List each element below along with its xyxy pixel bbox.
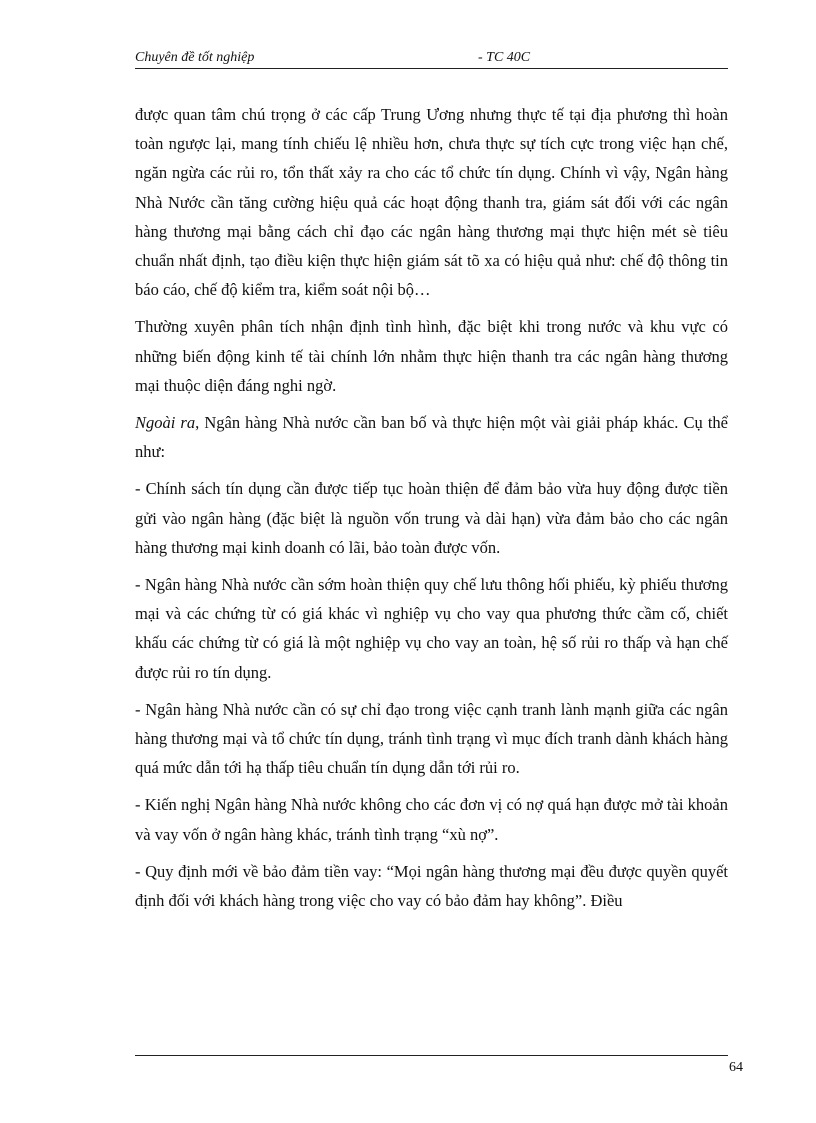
paragraph-4	[135, 474, 728, 562]
paragraph-2	[135, 312, 728, 400]
paragraph-2-text: Thường xuyên phân tích nhận định tình hình, đặc biệt khi trong nước và khu vực có những biến động kinh tế tài chính lớn nhằm thực hiện thanh tra các ngân hàng thương mại thuộc diện đáng nghi ngờ.	[135, 317, 728, 395]
paragraph-3-text: , Ngân hàng Nhà nước cần ban bố và thực hiện một vài giải pháp khác. Cụ thể như:	[135, 413, 728, 462]
paragraph-7	[135, 790, 728, 848]
paragraph-1	[135, 100, 728, 304]
page-header	[135, 48, 728, 69]
page-body	[135, 100, 728, 923]
paragraph-5	[135, 570, 728, 687]
header-document-title: Chuyên đề tốt nghiệp	[135, 50, 255, 65]
paragraph-6-text: - Ngân hàng Nhà nước cần có sự chỉ đạo trong việc cạnh tranh lành mạnh giữa các ngân hàng thương mại và tổ chức tín dụng, tránh tình trạng vì mục đích tranh dành khách hàng quá mức dẫn tới hạ thấp tiêu chuẩn tín dụng dẫn tới rủi ro.	[135, 699, 728, 778]
paragraph-4-text: - Chính sách tín dụng cần được tiếp tục hoàn thiện để đảm bảo vừa huy động được tiền gửi vào ngân hàng (đặc biệt là nguồn vốn trung và dài hạn) vừa đảm bảo cho các ngân hàng thương mại kinh doanh có lãi, bảo toàn được vốn.	[135, 479, 728, 557]
header-class-code: - TC 40C	[478, 50, 531, 65]
paragraph-3	[135, 408, 728, 466]
page-number: 64	[729, 1060, 743, 1075]
footer-divider	[135, 1055, 728, 1056]
paragraph-7-text: - Kiến nghị Ngân hàng Nhà nước không cho các đơn vị có nợ quá hạn được mở tài khoản và vay vốn ở ngân hàng khác, tránh tình trạng “xù nợ”.	[135, 795, 728, 844]
paragraph-8	[135, 857, 728, 915]
paragraph-3-lead-italic: Ngoài ra	[135, 413, 196, 433]
paragraph-6	[135, 695, 728, 783]
paragraph-8-text: - Quy định mới về bảo đảm tiền vay: “Mọi ngân hàng thương mại đều được quyền quyết định đối với khách hàng trong việc cho vay có bảo đảm hay không”. Điều	[135, 861, 728, 911]
paragraph-5-text: - Ngân hàng Nhà nước cần sớm hoàn thiện quy chế lưu thông hối phiếu, kỳ phiếu thương mại và các chứng từ có giá khác vì nghiệp vụ cho vay qua phương thức cầm cố, chiết khấu các chứng từ có giá là một nghiệp vụ cho vay an toàn, hệ số rủi ro thấp và hạn chế được rủi ro tín dụng.	[135, 575, 728, 682]
paragraph-1-text: được quan tâm chú trọng ở các cấp Trung Ương nhưng thực tế tại địa phương thì hoàn toàn ngược lại, mang tính chiếu lệ nhiều hơn, chưa thực sự tích cực trong việc hạn chế, ngăn ngừa các rủi ro, tổn thất xảy ra cho các tổ chức tín dụng. Chính vì vậy, Ngân hàng Nhà Nước cần tăng cường hiệu quả các hoạt động thanh tra, giám sát đối với các ngân hàng thương mại bằng cách chỉ đạo các ngân hàng thương mại thực hiện mét sè tiêu chuẩn nhất định, tạo điều kiện thực hiện giám sát tõ xa có hiệu quả như: chế độ thông tin báo cáo, chế độ kiểm tra, kiểm soát nội bộ…	[135, 105, 728, 300]
